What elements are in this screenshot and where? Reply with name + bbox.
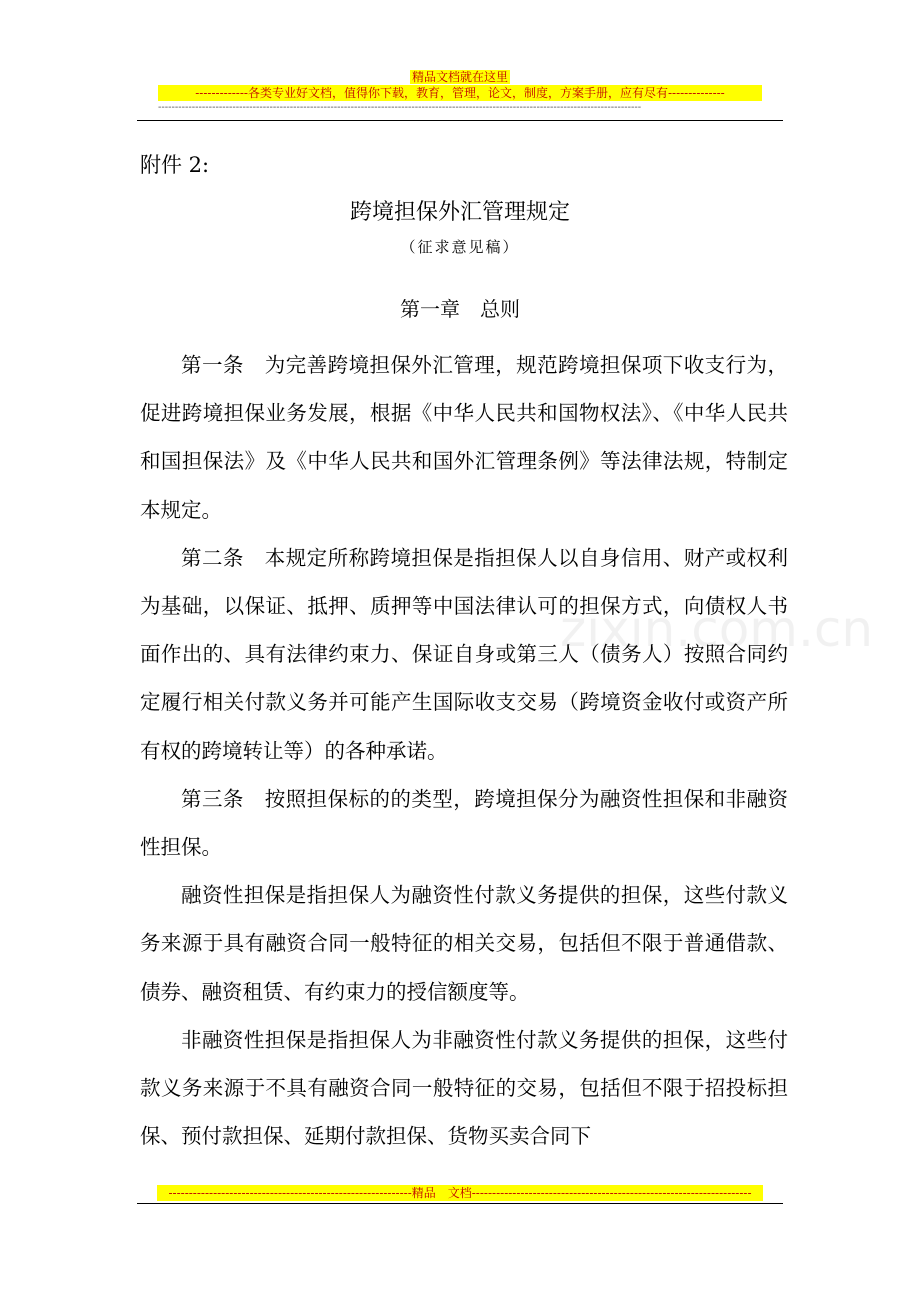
document-subtitle: （征求意见稿） [400, 238, 520, 256]
chapter-heading: 第一章 总则 [400, 297, 520, 321]
non-financing-guarantee-paragraph: 非融资性担保是指担保人为非融资性付款义务提供的担保，这些付款义务来源于不具有融资合同一般特征的交易，包括但不限于招投标担保、预付款担保、延期付款担保、货物买卖合同下 [140, 1027, 788, 1149]
document-title: 跨境担保外汇管理规定 [349, 200, 570, 225]
header-rule [137, 120, 783, 121]
footer-rule [137, 1203, 783, 1204]
financing-guarantee-paragraph: 融资性担保是指担保人为融资性付款义务提供的担保，这些付款义务来源于具有融资合同一般特征的相关交易，包括但不限于普通借款、债券、融资租赁、有约束力的授信额度等。 [140, 883, 788, 1004]
article-1-paragraph: 第一条 为完善跨境担保外汇管理，规范跨境担保项下收支行为，促进跨境担保业务发展，根据《中华人民共和国物权法》、《中华人民共和国担保法》及《中华人民共和国外汇管理条例》等法律法规，特制定本规定。 [140, 353, 788, 522]
document-body [140, 341, 788, 1160]
header-top-label-text: 精品文档就在这里 [411, 70, 508, 84]
header-dash-line: ----------------------------------------------------------------------------------------------------------------------------------------------- [158, 102, 642, 113]
attachment-label: 附件 2: [140, 153, 210, 177]
watermark: zixin.com.cn [560, 600, 874, 658]
header-banner: -------------各类专业好文档，值得你下载，教育，管理，论文，制度，方案手册，应有尽有-------------- [158, 85, 762, 101]
header-top-label [0, 66, 920, 85]
article-2-paragraph: 第二条 本规定所称跨境担保是指担保人以自身信用、财产或权利为基础，以保证、抵押、质押等中国法律认可的担保方式，向债权人书面作出的、具有法律约束力、保证自身或第三人（债务人）按照合同约定履行相关付款义务并可能产生国际收支交易（跨境资金收付或资产所有权的跨境转让等）的各种承诺。 [140, 545, 788, 763]
footer-banner: ------------------------------------------------------------精品 文档--------------------------------------------------------------------- [157, 1185, 763, 1201]
article-3-paragraph: 第三条 按照担保标的的类型，跨境担保分为融资性担保和非融资性担保。 [140, 786, 788, 860]
